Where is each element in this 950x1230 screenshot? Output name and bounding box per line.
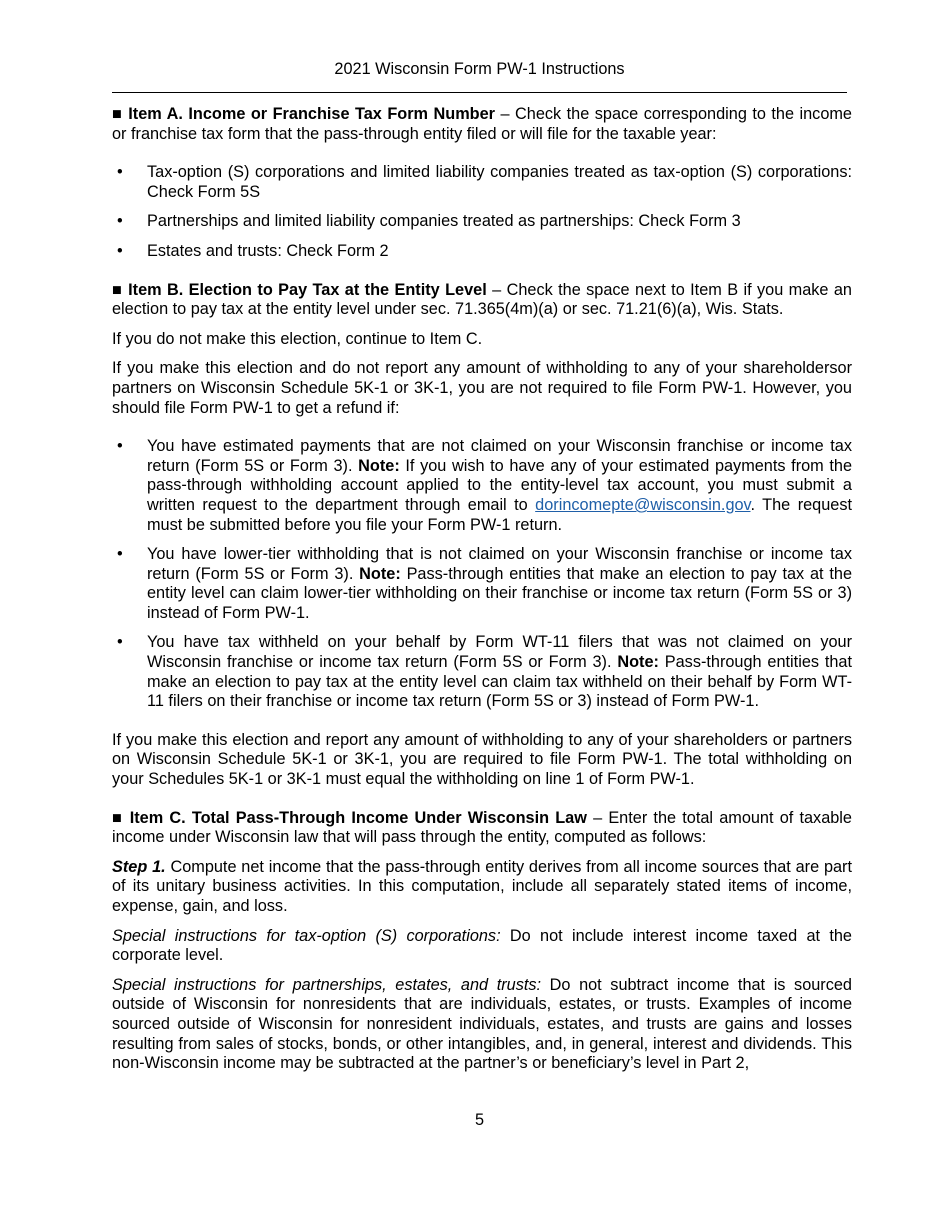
list-item-text: Tax-option (S) corporations and limited liability companies treated as tax-option (S) corporations: Check Form 5S bbox=[147, 163, 852, 201]
step-1 bbox=[112, 858, 852, 917]
item-b-marker: ■ bbox=[112, 280, 123, 299]
list-item-text: Pass-through entities that make an election to pay tax at the entity level can claim lower-tier withholding on their franchise or income tax return (Form 5S or 3) instead of Form PW-1. bbox=[147, 564, 852, 622]
note-label: Note: bbox=[617, 653, 659, 672]
list-item-text: . The request must be submitted before you file your Form PW-1 return. bbox=[147, 495, 852, 534]
step-1-text: Compute net income that the pass-through entity derives from all income sources that are part of its unitary business activities. In this computation, include all separately stated items of income, expense, gain, and loss. bbox=[112, 857, 852, 915]
bullet-icon: • bbox=[117, 633, 123, 652]
page-number: 5 bbox=[474, 1111, 485, 1129]
item-a-list bbox=[112, 163, 852, 261]
note-label: Note: bbox=[359, 564, 401, 583]
page-header: 2021 Wisconsin Form PW-1 Instructions bbox=[334, 60, 625, 78]
list-item bbox=[112, 212, 852, 232]
item-a-heading: Item A. Income or Franchise Tax Form Number bbox=[128, 105, 496, 123]
item-b-heading: Item B. Election to Pay Tax at the Entity Level bbox=[128, 280, 487, 299]
list-item bbox=[112, 163, 852, 202]
item-c-intro bbox=[112, 809, 852, 848]
list-item-text: You have tax withheld on your behalf by Form WT-11 filers that was not claimed on your Wisconsin franchise or income tax return (Form 5S or Form 3). bbox=[147, 633, 852, 672]
item-b-intro bbox=[112, 281, 852, 320]
item-a-intro bbox=[112, 105, 852, 144]
special-p-label: Special instructions for partnerships, estates, and trusts: bbox=[112, 975, 542, 994]
bullet-icon: • bbox=[117, 241, 123, 260]
item-b-refund-intro: If you make this election and do not report any amount of withholding to any of your shareholdersor partners on Wisconsin Schedule 5K-1 or 3K-1, you are not required to file Form PW-1. However, you should file Form PW-1 to get a refund if: bbox=[112, 359, 852, 417]
step-1-label: Step 1. bbox=[112, 857, 166, 876]
special-instructions-s-corp bbox=[112, 927, 852, 966]
bullet-icon: • bbox=[117, 437, 123, 456]
item-c-heading: Item C. Total Pass-Through Income Under Wisconsin Law bbox=[129, 808, 587, 827]
item-a-text: – Check the space corresponding to the income or franchise tax form that the pass-through entity filed or will file for the taxable year: bbox=[112, 105, 852, 143]
special-p-text: Do not subtract income that is sourced outside of Wisconsin for nonresidents that are individuals, estates, or trusts. Examples of income sourced outside of Wisconsin for nonresident individuals, estates, and trusts are gains and losses resulting from sales of stocks, bonds, or other intangibles, and, in general, interest and dividends. This non-Wisconsin income may be subtracted at the partner’s or beneficiary’s level in Part 2, bbox=[112, 975, 852, 1073]
header-rule bbox=[112, 92, 847, 93]
item-c-text: – Enter the total amount of taxable income under Wisconsin law that will pass through the entity, computed as follows: bbox=[112, 808, 852, 847]
email-link[interactable]: dorincomepte@wisconsin.gov bbox=[535, 495, 751, 514]
item-b-text: – Check the space next to Item B if you make an election to pay tax at the entity level under sec. 71.365(4m)(a) or sec. 71.21(6)(a), Wis. Stats. bbox=[112, 280, 852, 319]
item-b-list bbox=[112, 437, 852, 712]
list-item-text: Partnerships and limited liability companies treated as partnerships: Check Form 3 bbox=[147, 212, 741, 231]
note-label: Note: bbox=[358, 456, 400, 475]
list-item bbox=[112, 633, 852, 711]
special-instructions-partnerships bbox=[112, 976, 852, 1074]
list-item bbox=[112, 242, 852, 262]
list-item bbox=[112, 437, 852, 535]
item-b-no-election: If you do not make this election, continue to Item C. bbox=[112, 329, 483, 348]
item-a-marker: ■ bbox=[112, 105, 123, 123]
special-s-label: Special instructions for tax-option (S) corporations: bbox=[112, 926, 501, 945]
list-item-text: Estates and trusts: Check Form 2 bbox=[147, 241, 389, 260]
item-b-report: If you make this election and report any amount of withholding to any of your shareholders or partners on Wisconsin Schedule 5K-1 or 3K-1, you are required to file Form PW-1. The total withholding on your Schedules 5K-1 or 3K-1 must equal the withholding on line 1 of Form PW-1. bbox=[112, 730, 852, 789]
list-item-text: You have lower-tier withholding that is not claimed on your Wisconsin franchise or income tax return (Form 5S or Form 3). bbox=[147, 545, 852, 583]
bullet-icon: • bbox=[117, 212, 123, 231]
bullet-icon: • bbox=[117, 545, 123, 564]
list-item bbox=[112, 545, 852, 623]
list-item-text: You have estimated payments that are not claimed on your Wisconsin franchise or income tax return (Form 5S or Form 3). bbox=[147, 437, 852, 475]
list-item-text: Pass-through entities that make an election to pay tax at the entity level can claim tax withheld on their behalf by Form WT-11 filers on their franchise or income tax return (Form 5S or 3) instead of Form PW-1. bbox=[147, 653, 852, 711]
item-c-marker: ■ bbox=[112, 808, 124, 827]
bullet-icon: • bbox=[117, 163, 123, 182]
special-s-text: Do not include interest income taxed at the corporate level. bbox=[112, 926, 852, 965]
page-content bbox=[112, 105, 852, 1074]
list-item-text: If you wish to have any of your estimated payments from the pass-through withholding account applied to the entity-level tax account, you must submit a written request to the department through email to bbox=[147, 456, 852, 514]
